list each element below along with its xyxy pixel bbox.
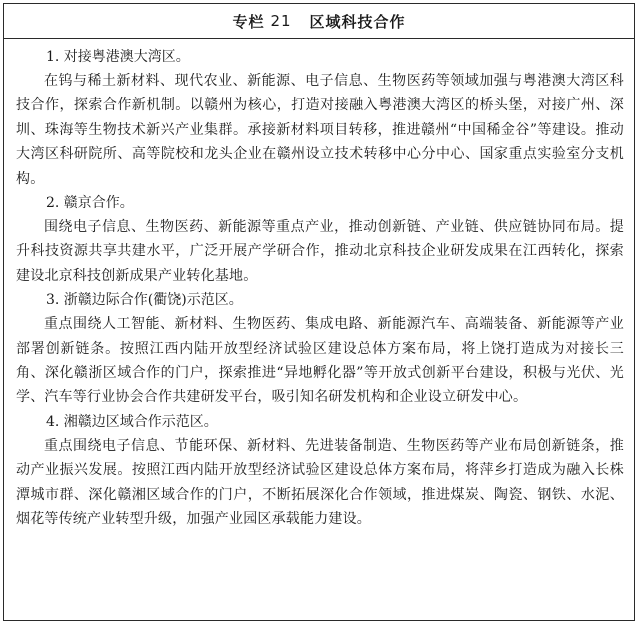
column-number: 21 xyxy=(270,12,292,30)
column-label: 专栏 xyxy=(232,12,265,31)
column-box xyxy=(3,3,635,621)
section-body: 围绕电子信息、生物医药、新能源等重点产业，推动创新链、产业链、供应链协同布局。提升科技资源共享共建水平，广泛开展产学研合作，推动北京科技企业研发成果在江西转化，探索建设北京科技创新成果产业转化基地。 xyxy=(16,219,624,284)
section-title: 4. 湘赣边区域合作示范区。 xyxy=(46,413,218,430)
section-body: 重点围绕电子信息、节能环保、新材料、先进装备制造、生物医药等产业布局创新链条，推动产业振兴发展。按照江西内陆开放型经济试验区建设总体方案布局，将萍乡打造成为融入长株潭城市群、深化赣湘区域合作的门户，不断拓展深化合作领域，推进煤炭、陶瓷、钢铁、水泥、烟花等传统产业转型升级，加强产业园区承载能力建设。 xyxy=(16,437,624,528)
column-content xyxy=(4,39,634,532)
column-title: 区域科技合作 xyxy=(309,12,406,31)
section-body: 重点围绕人工智能、新材料、生物医药、集成电路、新能源汽车、高端装备、新能源等产业部署创新链条。按照江西内陆开放型经济试验区建设总体方案布局，将上饶打造成为对接长三角、深化赣浙区域合作的门户，探索推进“异地孵化器”等开放式创新平台建设，积极与光伏、光学、汽车等行业协会合作共建研发平台，吸引知名研发机构和企业设立研发中心。 xyxy=(16,316,624,406)
section-title: 2. 赣京合作。 xyxy=(46,195,134,212)
section-title: 3. 浙赣边际合作(衢饶)示范区。 xyxy=(46,292,243,309)
section-jiangxi-beijing xyxy=(16,191,624,288)
section-greater-bay-area xyxy=(16,45,624,191)
section-body: 在钨与稀土新材料、现代农业、新能源、电子信息、生物医药等领域加强与粤港澳大湾区科技合作，探索合作新机制。以赣州为核心，打造对接融入粤港澳大湾区的桥头堡，对接广州、深圳、珠海等生物技术新兴产业集群。承接新材料项目转移，推进赣州“中国稀金谷”等建设。推动大湾区科研院所、高等院校和龙头企业在赣州设立技术转移中心分中心、国家重点实验室分支机构。 xyxy=(16,73,624,187)
column-header xyxy=(4,4,634,39)
section-title: 1. 对接粤港澳大湾区。 xyxy=(46,49,190,65)
section-zhejiang-jiangxi xyxy=(16,288,624,410)
section-hunan-jiangxi xyxy=(16,410,624,532)
